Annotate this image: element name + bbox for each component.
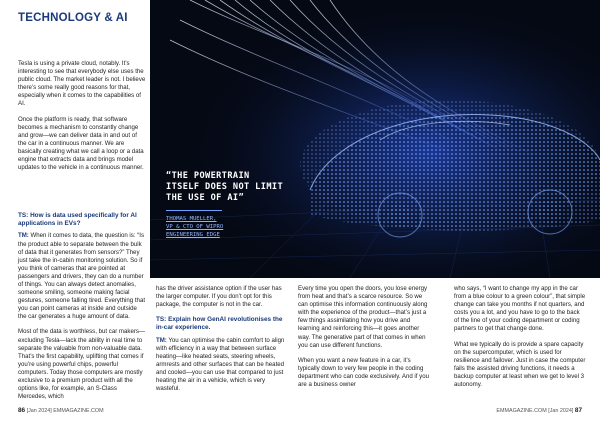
paragraph: When you want a new feature in a car, it’s typically down to very few people in the coding department who can code exclusively. And if you are a business owner [298,356,429,389]
article-column-2 [18,212,146,408]
section-title: TECHNOLOGY & AI [18,12,128,24]
paragraph: Once the platform is ready, that software becomes a mechanism to constantly change and grow—we can deliver data in and out of the car in a continuous manner. We are basically creating what we call a loop or a data engine that extracts data and brings model updates to the vehicle in a continuous manner. [18,115,144,172]
pull-quote [166,171,286,239]
interview-question: TS: How is data used specifically for AI applications in EVs? [18,212,137,228]
article-column-5 [454,285,586,396]
article-column-1 [18,60,146,179]
interview-question: TS: Explain how GenAI revolutionises the in-car experience. [156,316,283,332]
footer-text: EMMAGAZINE.COM [Jan 2024] [496,408,574,414]
article-column-3 [156,285,288,400]
speaker-tag: TM: [156,336,167,344]
speaker-tag: TM: [18,232,29,240]
paragraph: Tesla is using a private cloud, notably. It’s interesting to see that everybody else uses the public cloud. The market leader is not. I believe there’s some really good reasons for that, especially when it comes to the capabilities of AI. [18,60,146,108]
paragraph: who says, “I want to change my app in the car from a blue colour to a green colour”, that simple change can take you months if not quarters, and costs you a lot, and you have to go to the back of the line of your coding department or coding partners to get that change done. [454,285,586,333]
pull-quote-author-title: VP & CTO OF WIPRO [166,224,224,230]
answer-text: When it comes to data, the question is: “Is the product able to separate between the bulk of data that it generates from sensors?” They just take the in-cabin monitoring solution. So if you think of cameras that are pointed at passengers and drivers, they can do a number of things. You can always detect anomalies, someone smiling, someone making facial gestures, someone falling tired. Everything that you can point cameras at inside and outside the car generates a huge amount of data. [18,232,146,321]
pull-quote-author-company: ENGINEERING EDGE [166,232,220,238]
answer-text: You can optimise the cabin comfort to align with efficiency in a way that between surface heating—like heated seats, steering wheels, armrests and other surfaces that can be heated and cooled—you can use that compared to just heating the air in a vehicle, which is very wasteful. [156,336,285,393]
paragraph: Most of the data is worthless, but car makers—excluding Tesla—lack the ability in real time to separate the valuable from non-valuable data. That’s the first capability, uplifting that comes if you’re using powerful chips, powerful computers. Today those computers are mostly exclusive to a premium product with all the options like, for example, an S-Class Mercedes, which [18,328,146,401]
page-number: 87 [574,407,582,414]
interview-answer [156,337,288,394]
article-column-4 [298,285,430,396]
footer-text: [Jan 2024] EMMAGAZINE.COM [26,408,104,414]
page-number: 86 [18,407,26,414]
pull-quote-author: THOMAS MUELLER, [166,216,217,222]
footer-left [18,407,104,414]
pull-quote-text: “THE POWERTRAIN ITSELF DOES NOT LIMIT THE USE OF AI” [166,171,284,203]
paragraph: has the driver assistance option if the user has the larger computer. If you don’t opt for this package, the computer is not in the car. [156,285,282,309]
divider [166,210,222,211]
paragraph: What we typically do is provide a spare capacity on the supercomputer, which is used for resilience and failover. Just in case the computer fails the assisted driving functions, it needs a backup computer at least when we get to level 3 autonomy. [454,340,586,389]
footer-right [496,407,582,414]
interview-answer [18,232,146,321]
paragraph: Every time you open the doors, you lose energy from heat and that’s a scarce resource. So we can optimise this information continuously along with the experience of the product—that’s just a few things assimilating how you drive and learning and reinforcing this—it goes another way. The generative part of that comes in when you can use different functions. [298,285,428,349]
